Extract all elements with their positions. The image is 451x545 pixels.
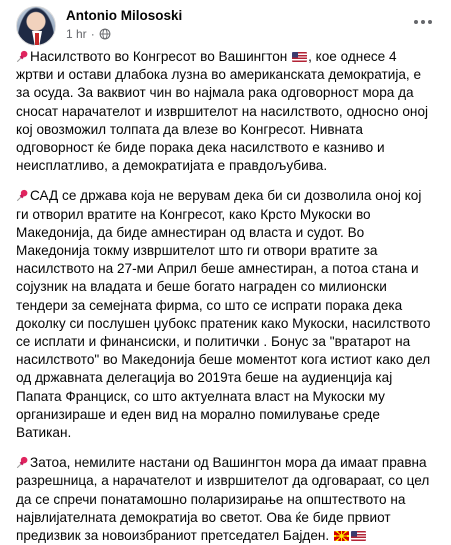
- dot: [421, 20, 425, 24]
- dot: [428, 20, 432, 24]
- avatar-tie: [35, 33, 39, 45]
- paragraph-text: САД се држава која не верувам дека би си дозволила оној кој ги отворил вратите на Конгресот, како Крсто Мукоски во Македонија, да биде амнестиран од власта и судот. Во Македонија токму извршителот што ги отвори вратите за насилството на 27-ми Април беше амнестиран, а потоа стана и сојузник на владата и беше богато награден со милионски тендери за семејната фирма, со што се испрати порака дека доколку си послушен џубокс пратеник како Мукоски, насилството се исплати и финансиски, и политички . Бонус за "вратарот на насилството" во Македонија беше моментот кога истиот како дел од државната делегација во 2019та беше на аудиенција кај Папата Франциск, со што актуелната власт на Мукоски му организираше и еден вид на морално помилување среде Ватикан.: [16, 188, 431, 441]
- paragraph-text: Затоа, немилите настани од Вашингтон мора да имаат правна разрешница, а нарачателот и извршителот да одговараат, со цел да се спречи понатамошно поларизирање на општеството на највлијателната демократија во светот. Ова ќе биде првиот предизвик за новоизбраниот претседател Бајден.: [16, 455, 430, 544]
- pushpin-icon: [16, 50, 29, 63]
- post-meta: [66, 27, 111, 41]
- paragraph-text: , кое однесе 4 жртви и остави длабока лузна во американската демократија, е за осуда. За ваквиот чин во најмала рака одговорност мора да сносат нарачателот и извршителот на насилството, односно оној кој овозможил толпата да влезе во Конгресот. Нивната одговорност ќе биде порака дека насилството е казниво и неисплатливо, а демократијата е правдољубива.: [16, 49, 429, 174]
- meta-separator: ·: [90, 27, 95, 41]
- pushpin-icon: [16, 189, 29, 202]
- post-paragraph: [16, 187, 437, 442]
- post-paragraph: [16, 48, 437, 175]
- globe-icon: [99, 28, 111, 40]
- flag-mk-icon: [334, 531, 349, 541]
- dot: [414, 20, 418, 24]
- paragraph-text: Насилството во Конгресот во Вашингтон: [30, 49, 292, 64]
- pushpin-icon: [16, 456, 29, 469]
- avatar[interactable]: [16, 6, 56, 46]
- author-name[interactable]: Antonio Milososki: [66, 8, 183, 23]
- flag-us-icon: [292, 52, 307, 62]
- post-time[interactable]: 1 hr: [66, 27, 87, 41]
- flag-us-icon: [351, 531, 366, 541]
- post-paragraph: [16, 454, 437, 545]
- more-options-icon[interactable]: [409, 10, 437, 34]
- post-header: [16, 0, 437, 48]
- post-body: [16, 48, 437, 545]
